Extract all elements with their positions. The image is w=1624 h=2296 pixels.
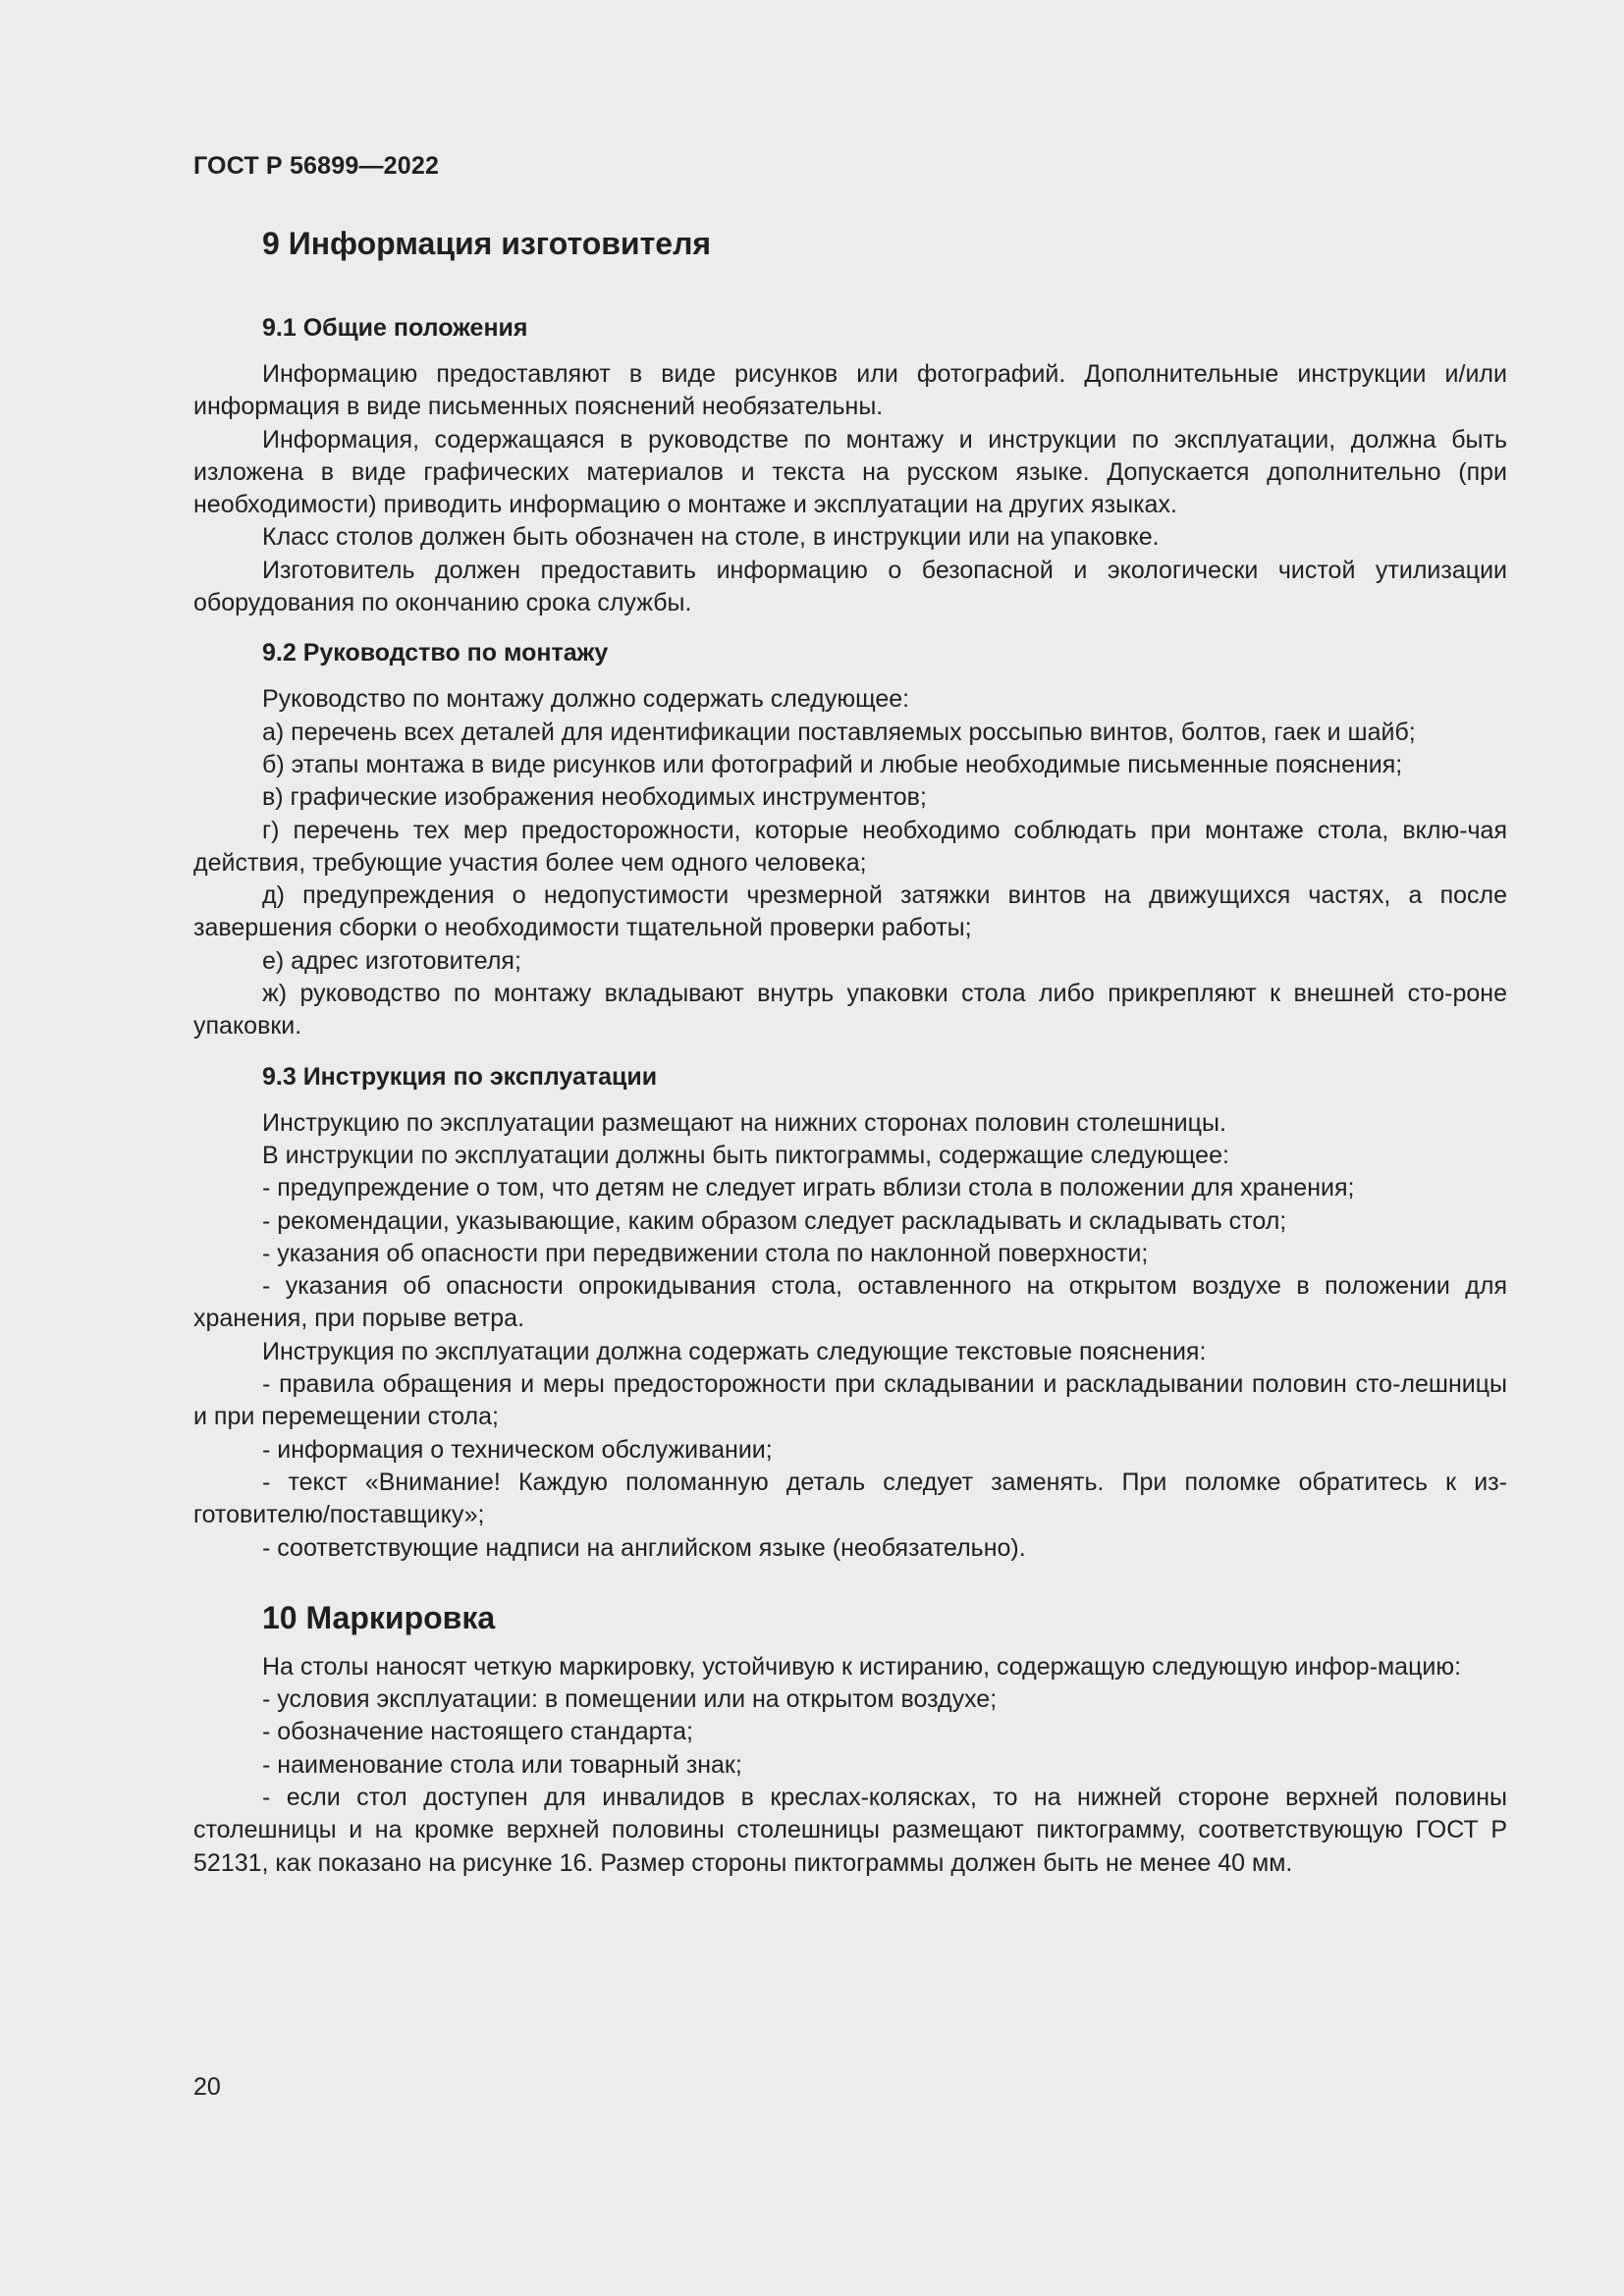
list-item-10-2: - обозначение настоящего стандарта; [262, 1718, 693, 1746]
list-item-9-2-a: а) перечень всех деталей для идентификации поставляемых россыпью винтов, болтов, гаек и шайб; [262, 718, 1416, 746]
paragraph-9-1-3: Класс столов должен быть обозначен на столе, в инструкции или на упаковке. [262, 523, 1160, 552]
list-item-9-3-1: - предупреждение о том, что детям не следует играть вблизи стола в положении для хранения; [262, 1174, 1355, 1202]
paragraph-9-1-2: Информация, содержащаяся в руководстве по монтажу и инструкции по эксплуатации, должна быть изложена в виде графических материалов и текста на русском языке. Допускается дополнительно (при необходимости) приводить информацию о монтаже и эксплуатации на других языках. [193, 425, 1507, 519]
list-item-10-4: - если стол доступен для инвалидов в креслах-колясках, то на нижней стороне верхней половины столешницы и на кромке верхней половины столешницы размещают пиктограмму, соответствующую ГОСТ Р 52131, как показано на рисунке 16. Размер стороны пиктограммы должен быть не менее 40 мм. [193, 1783, 1507, 1877]
paragraph-9-1-4: Изготовитель должен предоставить информацию о безопасной и экологически чистой утилизации оборудования по окончанию срока службы. [193, 556, 1507, 617]
paragraph-9-1-1: Информацию предоставляют в виде рисунков или фотографий. Дополнительные инструкции и/или информация в виде письменных пояснений необязательны. [193, 360, 1507, 421]
subsection-9-3-heading: 9.3 Инструкция по эксплуатации [262, 1062, 658, 1091]
list-item-9-3-6: - информация о техническом обслуживании; [262, 1435, 773, 1464]
list-item-9-3-8: - соответствующие надписи на английском языке (необязательно). [262, 1533, 1026, 1562]
subsection-9-2-heading: 9.2 Руководство по монтажу [262, 639, 609, 667]
paragraph-10-intro: На столы наносят четкую маркировку, устойчивую к истиранию, содержащую следующую инфор-мацию: [262, 1652, 1462, 1681]
list-item-9-2-d: г) перечень тех мер предосторожности, которые необходимо соблюдать при монтаже стола, вклю-чая действия, требующие участия более чем одного человека; [193, 816, 1507, 877]
list-item-9-3-2: - рекомендации, указывающие, каким образом следует раскладывать и складывать стол; [262, 1206, 1287, 1235]
section-10-heading: 10 Маркировка [262, 1599, 496, 1635]
paragraph-9-3-3: Инструкция по эксплуатации должна содержать следующие текстовые пояснения: [262, 1337, 1207, 1365]
subsection-9-1-heading: 9.1 Общие положения [262, 314, 528, 342]
list-item-9-2-c: в) графические изображения необходимых инструментов; [262, 783, 927, 812]
list-item-9-3-3: - указания об опасности при передвижении стола по наклонной поверхности; [262, 1239, 1149, 1267]
list-item-9-2-g: ж) руководство по монтажу вкладывают внутрь упаковки стола либо прикрепляют к внешней сто-роне упаковки. [193, 980, 1507, 1041]
list-item-9-3-5: - правила обращения и меры предосторожности при складывании и раскладывании половин сто-лешницы и при перемещении стола; [193, 1370, 1507, 1431]
list-item-9-2-b: б) этапы монтажа в виде рисунков или фотографий и любые необходимые письменные пояснения; [262, 750, 1403, 778]
list-item-9-2-e: д) предупреждения о недопустимости чрезмерной затяжки винтов на движущихся частях, а после завершения сборки о необходимости тщательной проверки работы; [193, 881, 1507, 942]
section-9-heading: 9 Информация изготовителя [262, 226, 712, 261]
paragraph-9-3-2: В инструкции по эксплуатации должны быть пиктограммы, содержащие следующее: [262, 1141, 1229, 1169]
page-number: 20 [193, 2073, 221, 2101]
paragraph-9-2-intro: Руководство по монтажу должно содержать следующее: [262, 685, 910, 714]
list-item-10-1: - условия эксплуатации: в помещении или на открытом воздухе; [262, 1685, 998, 1714]
page-content [193, 224, 1507, 1880]
paragraph-9-3-1: Инструкцию по эксплуатации размещают на нижних сторонах половин столешницы. [262, 1108, 1226, 1137]
list-item-9-3-7: - текст «Внимание! Каждую поломанную деталь следует заменять. При поломке обратитесь к из-готовителю/поставщику»; [193, 1468, 1507, 1529]
list-item-9-3-4: - указания об опасности опрокидывания стола, оставленного на открытом воздухе в положении для хранения, при порыве ветра. [193, 1272, 1507, 1333]
document-header: ГОСТ Р 56899—2022 [193, 152, 440, 180]
list-item-10-3: - наименование стола или товарный знак; [262, 1750, 742, 1779]
list-item-9-2-f: е) адрес изготовителя; [262, 946, 521, 975]
